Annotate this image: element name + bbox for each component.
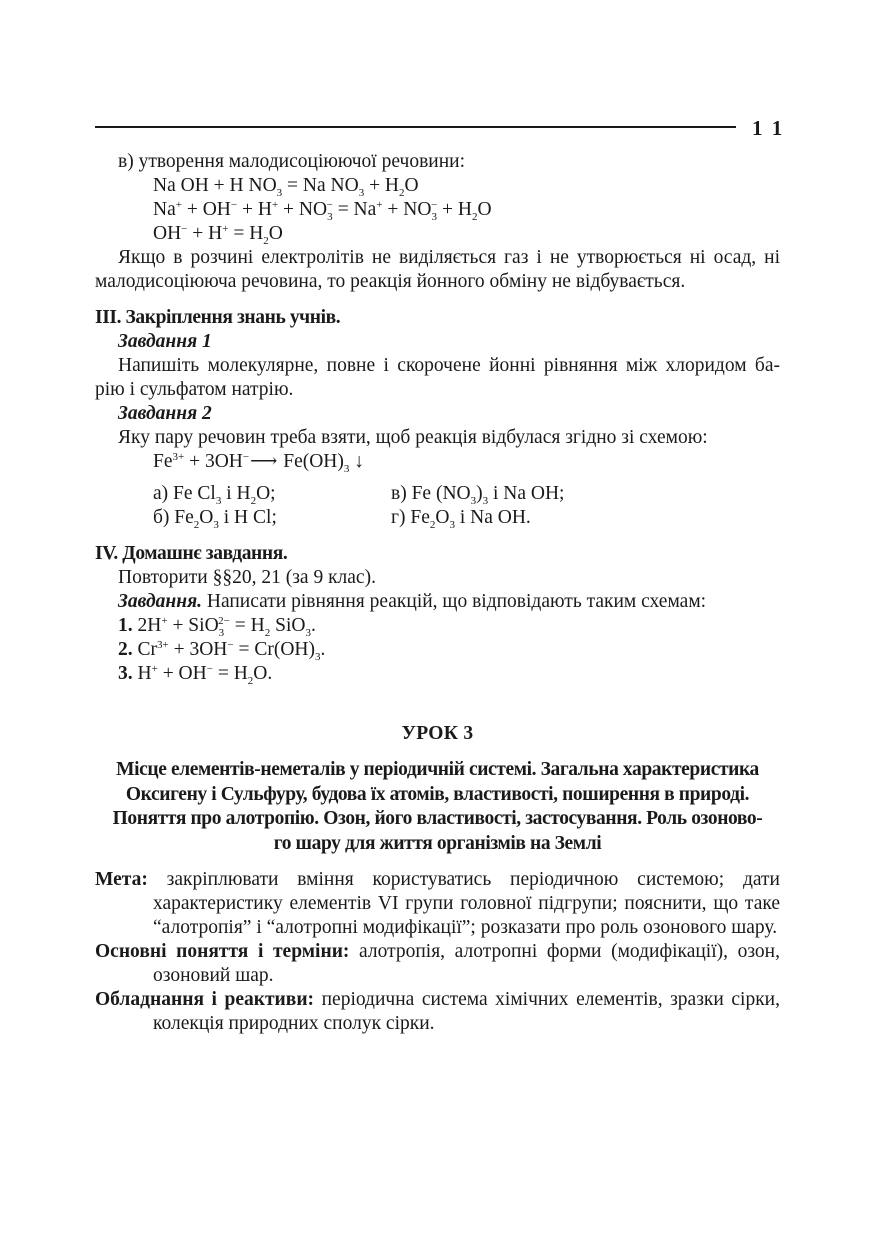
task-1-text-line2: рію і сульфатом натрію. bbox=[95, 379, 294, 400]
lesson-topic-line: Поняття про алотропію. Озон, його властивості, застосування. Роль озоново- bbox=[112, 808, 763, 829]
equation-full-ionic: $Na^+ + OH^- + H^+ + NO_3^- = Na^+ + NO_3^- + H_2O$ bbox=[153, 199, 492, 223]
ion-exchange-note-line2: малодисоціюючa речовина, то реакція йонного обміну не відбувається. bbox=[95, 271, 686, 292]
lesson-goal: Мета: закріплювати вміння користуватись періодичною системою; дати характеристику елементів VI групи головної підгрупи; пояснити, що таке “алотропія” і “алотропні модифікації”; розказати про роль озонового шару. bbox=[95, 869, 780, 938]
section-v-intro: в) утворення малодисоціюючої речовини: bbox=[118, 151, 466, 172]
section-4-heading: IV. Домашнє завдання. bbox=[95, 543, 288, 564]
homework-equation-3: 3. $H^+ + OH^- = H_2O$. bbox=[118, 663, 273, 687]
ion-exchange-note-line1: Якщо в розчині електролітів не виділяється газ і не утворюється ні осад, ні bbox=[118, 247, 780, 268]
lesson-topic bbox=[95, 758, 780, 856]
precipitate-arrow-icon: ↓ bbox=[354, 451, 365, 472]
page-number: 1 1 bbox=[752, 116, 785, 140]
task-1-text-line1: Напишіть молекулярне, повне і скорочене йонні рівняння між хлоридом ба- bbox=[118, 355, 780, 376]
reaction-scheme: $Fe^{3+}$ + 3OH−⟶ $Fe(OH)_3$ ↓ bbox=[153, 451, 365, 475]
arrow-right-icon: ⟶ bbox=[250, 451, 278, 472]
option-g: г) $Fe_2O_3$ і Na OH. bbox=[391, 507, 531, 531]
task-2-title: Завдання 2 bbox=[118, 403, 212, 424]
section-3-heading: ІІІ. Закріплення знань учнів. bbox=[95, 307, 341, 328]
lesson-title: УРОК 3 bbox=[401, 723, 474, 744]
header-rule bbox=[95, 126, 736, 128]
option-v: в) Fe $(NO_3)_3$ і Na OH; bbox=[391, 483, 565, 507]
repeat-instruction: Повторити §§20, 21 (за 9 клас). bbox=[118, 567, 376, 588]
lesson-topic-line: Місце елементів-неметалів у періодичній системі. Загальна характеристика bbox=[116, 759, 759, 780]
lesson-topic-line: го шару для життя організмів на Землі bbox=[273, 832, 602, 854]
task-1-title: Завдання 1 bbox=[118, 331, 212, 352]
page-content bbox=[95, 150, 780, 1036]
lesson-equipment: Обладнання і реактиви: періодична система хімічних елементів, зразки сірки, колекція природних сполук сірки. bbox=[95, 989, 780, 1034]
homework-equation-2: 2. $Cr^{3+} + 3OH^- = Cr(OH)_3$. bbox=[118, 639, 326, 663]
option-a: а) Fe $Cl_3$ і $H_2O$; bbox=[153, 483, 276, 507]
option-b: б) $Fe_2O_3$ і H Cl; bbox=[153, 507, 277, 531]
equation-molecular: Na OH + H $NO_3 = Na$ $NO_3 + H_2O$ bbox=[153, 175, 419, 199]
homework-task: Завдання. Написати рівняння реакцій, що відповідають таким схемам: bbox=[118, 591, 707, 612]
answer-options-row2 bbox=[95, 506, 780, 530]
lesson-terms: Основні поняття і терміни: алотропія, алотропні форми (модифікації), озон, озоновий шар. bbox=[95, 941, 780, 986]
homework-equation-1: 1. $2H^+ + SiO_3^{2-} = H_2$ SiO$_3$. bbox=[118, 615, 316, 639]
lesson-topic-line: Оксигену і Сульфуру, будова їх атомів, властивості, поширення в природі. bbox=[125, 783, 750, 805]
task-2-text: Яку пару речовин треба взяти, щоб реакція відбулася згідно зі схемою: bbox=[118, 427, 708, 448]
equation-short-ionic: $OH^- + H^+ = H_2O$ bbox=[153, 223, 283, 247]
answer-options-row1 bbox=[95, 482, 780, 506]
